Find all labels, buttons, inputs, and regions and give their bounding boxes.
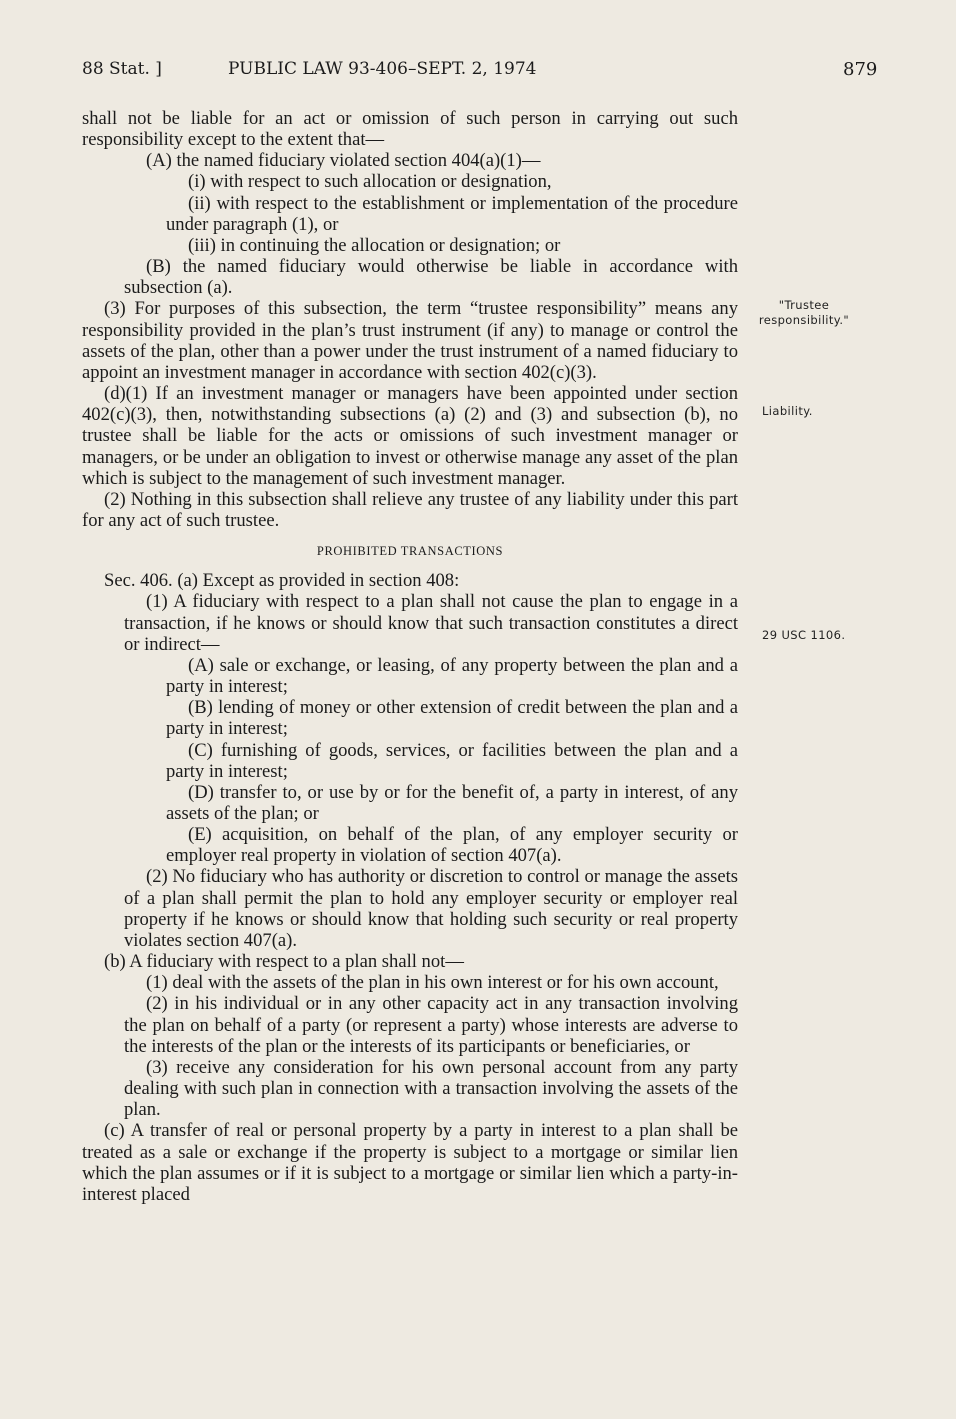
margin-note-trustee-responsibility: "Trustee responsibility." xyxy=(758,298,850,327)
paragraph: shall not be liable for an act or omission of such person in carrying out such responsibility except to the extent that— xyxy=(82,108,738,151)
paragraph: (i) with respect to such allocation or designation, xyxy=(188,171,552,193)
paragraph: (D) transfer to, or use by or for the benefit of, a party in interest, of any assets of the plan; or xyxy=(166,781,738,824)
body-text xyxy=(82,108,738,1205)
page-number: 879 xyxy=(843,59,878,80)
paragraph: (A) sale or exchange, or leasing, of any property between the plan and a party in interest; xyxy=(166,654,738,698)
paragraph: (d)(1) If an investment manager or managers have been appointed under section 402(c)(3), then, notwithstanding subsections (a) (2) and (3) and subsection (b), no trustee shall be liable for the acts or omissions of such investment manager or managers, or be under an obligation to invest or otherwise manage any asset of the plan which is subject to the management of such investment manager. xyxy=(82,383,738,489)
paragraph: (2) No fiduciary who has authority or discretion to control or manage the assets of a plan shall permit the plan to hold any employer security or employer real property if he knows or should know that holding such security or real property violates section 407(a). xyxy=(124,866,738,951)
paragraph: (E) acquisition, on behalf of the plan, of any employer security or employer real property in violation of section 407(a). xyxy=(166,824,738,867)
margin-note-usc: 29 USC 1106. xyxy=(762,628,846,642)
section-heading: PROHIBITED TRANSACTIONS xyxy=(316,544,504,559)
statute-reference: 88 Stat. ] xyxy=(82,59,162,79)
paragraph: (b) A fiduciary with respect to a plan shall not— xyxy=(104,951,464,973)
paragraph: (2) Nothing in this subsection shall relieve any trustee of any liability under this part for any act of such trustee. xyxy=(82,488,738,531)
paragraph: (1) A fiduciary with respect to a plan shall not cause the plan to engage in a transaction, if he knows or should know that such transaction constitutes a direct or indirect— xyxy=(124,591,738,655)
paragraph: (A) the named fiduciary violated section 404(a)(1)— xyxy=(146,150,541,172)
paragraph: (3) receive any consideration for his own personal account from any party dealing with such plan in connection with a transaction involving the assets of the plan. xyxy=(124,1056,738,1121)
running-head: PUBLIC LAW 93-406–SEPT. 2, 1974 xyxy=(228,59,537,79)
paragraph: (iii) in continuing the allocation or designation; or xyxy=(188,234,561,256)
section-title: Sec. 406. (a) Except as provided in section 408: xyxy=(104,570,460,592)
paragraph: (c) A transfer of real or personal property by a party in interest to a plan shall be treated as a sale or exchange if the property is subject to a mortgage or similar lien which the plan assumes or if it is subject to a mortgage or similar lien which a party-in-interest placed xyxy=(82,1120,738,1205)
paragraph: (ii) with respect to the establishment or implementation of the procedure under paragraph (1), or xyxy=(166,192,738,235)
paragraph: (1) deal with the assets of the plan in his own interest or for his own account, xyxy=(146,972,719,994)
paragraph: (3) For purposes of this subsection, the term “trustee responsibility” means any responsibility provided in the plan’s trust instrument (if any) to manage or control the assets of the plan, other than a power under the trust instrument of a named fiduciary to appoint an investment manager in accordance with section 402(c)(3). xyxy=(82,298,738,383)
paragraph: (C) furnishing of goods, services, or facilities between the plan and a party in interest; xyxy=(166,739,738,782)
paragraph: (B) lending of money or other extension of credit between the plan and a party in interest; xyxy=(166,697,738,740)
paragraph: (2) in his individual or in any other capacity act in any transaction involving the plan on behalf of a party (or represent a party) whose interests are adverse to the interests of the plan or the interests of its participants or beneficiaries, or xyxy=(124,993,738,1057)
margin-note-liability: Liability. xyxy=(762,404,813,418)
paragraph: (B) the named fiduciary would otherwise be liable in accordance with subsection (a). xyxy=(124,256,738,299)
